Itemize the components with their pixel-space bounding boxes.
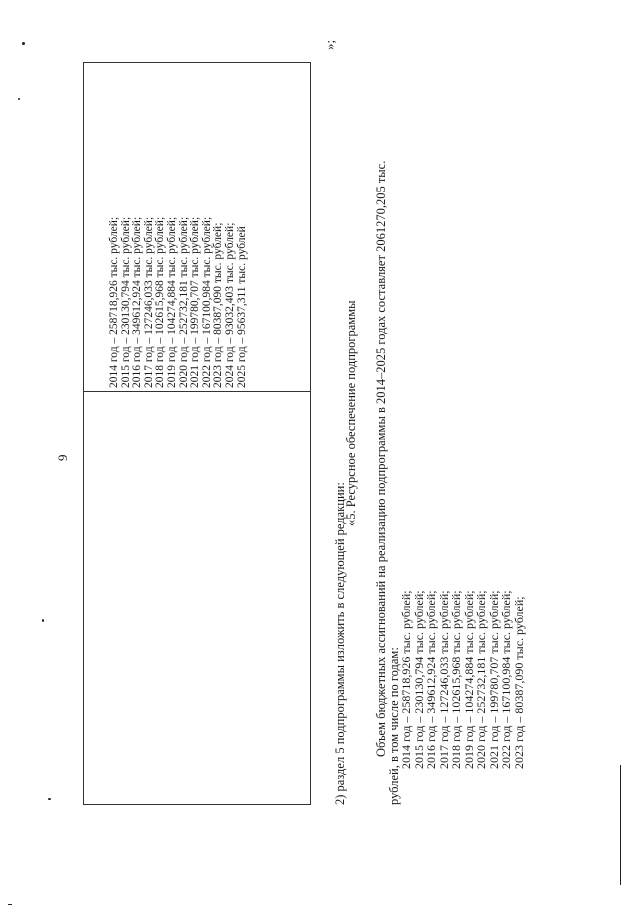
- scan-speck: [42, 619, 44, 622]
- table-line: 2015 год – 230130,794 тыс. рублей;: [119, 216, 132, 388]
- table-line: 2024 год – 93032,403 тыс. рублей;: [223, 222, 236, 388]
- funding-line: 2020 год – 252732,181 тыс. рублей;: [474, 590, 488, 769]
- table-line: 2017 год – 127246,033 тыс. рублей;: [142, 216, 155, 388]
- table-line: 2014 год – 258718,926 тыс. рублей;: [108, 216, 120, 388]
- funding-paragraph-line: рублей, в том числе по годам:: [386, 647, 401, 805]
- funding-table: [83, 62, 311, 805]
- table-line: 2019 год – 104274,884 тыс. рублей;: [165, 216, 178, 388]
- funding-year-list: [400, 65, 525, 769]
- table-line: 2016 год – 349612,924 тыс. рублей;: [131, 216, 144, 388]
- scan-edge-line: [620, 765, 621, 885]
- funding-paragraph-line: Объем бюджетных ассигнований на реализацию подпрограммы в 2014–2025 годах составляет 2061270,205 тыс.: [374, 160, 388, 757]
- scan-speck: [22, 42, 25, 45]
- funding-line: 2019 год – 104274,884 тыс. рублей;: [461, 590, 476, 769]
- funding-line: 2018 год – 102615,968 тыс. рублей;: [449, 590, 463, 769]
- table-column-divider: [84, 391, 310, 392]
- funding-line: 2023 год – 80387,090 тыс. рублей;: [511, 596, 526, 769]
- funding-line: 2017 год – 127246,033 тыс. рублей;: [436, 590, 451, 769]
- table-line: 2018 год – 102615,968 тыс. рублей;: [154, 216, 167, 388]
- table-line: 2021 год – 199780,707 тыс. рублей;: [189, 216, 202, 388]
- closing-quote: »;: [322, 39, 337, 50]
- table-line: 2023 год – 80387,090 тыс. рублей;: [212, 222, 225, 388]
- section-heading: «5. Ресурсное обеспечение подпрограммы: [344, 300, 358, 526]
- table-line: 2025 год – 95637,311 тыс. рублей: [235, 226, 248, 388]
- funding-line: 2021 год – 199780,707 тыс. рублей;: [486, 590, 501, 769]
- funding-line: 2015 год – 230130,794 тыс. рублей;: [411, 590, 426, 769]
- table-funding-list: [109, 217, 248, 388]
- page-number: 9: [55, 454, 70, 461]
- funding-line: 2014 год – 258718,926 тыс. рублей;: [399, 590, 413, 769]
- table-line: 2022 год – 167100,984 тыс. рублей;: [200, 216, 213, 388]
- funding-line: 2016 год – 349612,924 тыс. рублей;: [424, 590, 438, 769]
- section-intro: 2) раздел 5 подпрограммы изложить в следующей редакции:: [333, 482, 347, 805]
- table-line: 2020 год – 252732,181 тыс. рублей;: [177, 216, 190, 388]
- funding-paragraph: [375, 65, 525, 805]
- scan-speck: [48, 798, 51, 800]
- scan-speck: [18, 98, 20, 100]
- funding-line: 2022 год – 167100,984 тыс. рублей;: [499, 590, 513, 769]
